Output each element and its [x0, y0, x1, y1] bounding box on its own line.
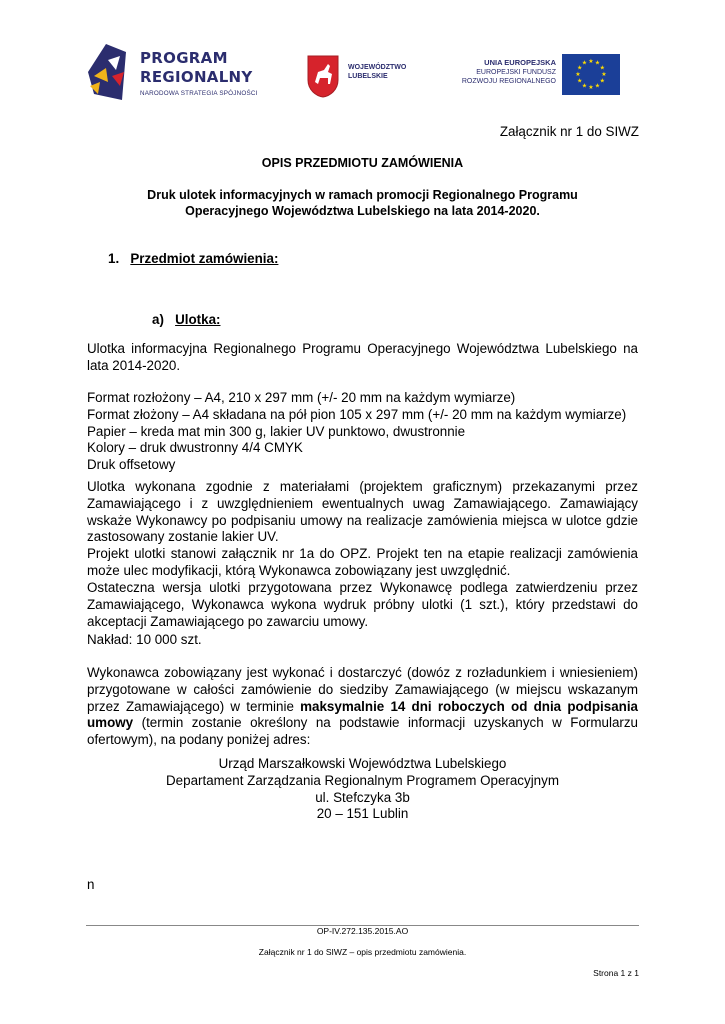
svg-text:★: ★ [594, 82, 601, 90]
spec-colors: Kolory – druk dwustronny 4/4 CMYK [87, 440, 303, 456]
svg-text:★: ★ [601, 71, 607, 78]
delivery-address [86, 756, 639, 823]
project-paragraph: Projekt ulotki stanowi załącznik nr 1a do OPZ. Projekt ten na etapie realizacji zamówienia może ulec modyfikacji, którą Wykonawca zobowiązany jest uwzględnić. [87, 546, 638, 578]
subtitle-line2: Operacyjnego Województwa Lubelskiego na lata 2014-2020. [185, 204, 540, 218]
svg-text:★: ★ [581, 82, 588, 90]
address-office: Urząd Marszałkowski Województwa Lubelskiego [218, 756, 507, 771]
address-street: ul. Stefczyka 3b [315, 789, 410, 805]
address-department: Departament Zarządzania Regionalnym Programem Operacyjnym [166, 772, 559, 788]
spec-format-unfolded: Format rozłożony – A4, 210 x 297 mm (+/- 20 mm na każdym wymiarze) [87, 390, 516, 405]
delivery-text-after: (termin zostanie określony na podstawie informacji uzyskanych w Formularzu ofertowym), na podany poniżej adres: [87, 715, 638, 748]
voivodeship-line2: LUBELSKIE [348, 73, 388, 80]
section-1-title: Przedmiot zamówienia: [130, 251, 279, 266]
specs-list [87, 390, 626, 474]
final-version-paragraph: Ostateczna wersja ulotki przygotowana przez Wykonawcę podlega zatwierdzeniu przez Zamawiającego, Wykonawca wykona wydruk próbny ulotki (1 szt.), który przedstawi do akceptacji Zamawiającego po zawarciu umowy. [87, 580, 638, 629]
footer-reference: OP-IV.272.135.2015.AO [316, 926, 409, 936]
quantity-line: Nakład: 10 000 szt. [87, 632, 202, 647]
eu-flag-icon [562, 54, 620, 95]
document-title: OPIS PRZEDMIOTU ZAMÓWIENIA [261, 156, 464, 170]
execution-paragraph: Ulotka wykonana zgodnie z materiałami (projektem graficznym) przekazanymi przez Zamawiającego i z uwzględnieniem ewentualnych uwag Zamawiającego. Zamawiający wskaże Wykonawcy po podpisaniu umowy na realizacje zamówienia miejsca w ulotce gdzie zastosowany zostanie lakier UV. [87, 479, 638, 545]
address-city: 20 – 151 Lublin [316, 806, 409, 822]
section-a-heading [152, 312, 220, 327]
attachment-label: Załącznik nr 1 do SIWZ [499, 124, 639, 139]
document-subtitle [86, 187, 639, 219]
svg-text:★: ★ [588, 84, 594, 91]
section-a-letter: a) [152, 312, 164, 327]
svg-text:★: ★ [599, 77, 605, 85]
eu-line3: ROZWOJU REGIONALNEGO [461, 78, 556, 85]
program-regionalny-emblem-icon [86, 42, 134, 104]
delivery-deadline: maksymalnie 14 dni roboczych od dnia podpisania umowy [87, 698, 638, 731]
coat-of-arms-icon [306, 54, 340, 98]
spec-print: Druk offsetowy [87, 457, 176, 473]
delivery-text-before: Wykonawca zobowiązany jest wykonać i dostarczyć (dowóz z rozładunkiem i wniesieniem) przygotowane w całości zamówienie do siedziby Zamawiającego (w miejscu wskazanym przez Zamawiającego) w terminie [87, 665, 638, 714]
eu-line2: EUROPEJSKI FUNDUSZ [476, 69, 556, 76]
spec-format-folded: Format złożony – A4 składana na pół pion 105 x 297 mm (+/- 20 mm na każdym wymiarze) [87, 406, 627, 422]
section-1-heading [108, 251, 278, 266]
voivodeship-line1: WOJEWÓDZTWO [348, 64, 407, 71]
eu-fund-logo [445, 54, 620, 98]
stray-character: n [87, 877, 95, 892]
svg-text:★: ★ [577, 64, 583, 72]
intro-paragraph: Ulotka informacyjna Regionalnego Programu Operacyjnego Województwa Lubelskiego na lata 2014-2020. [87, 341, 638, 373]
svg-text:★: ★ [577, 77, 583, 85]
eu-line1: UNIA EUROPEJSKA [484, 58, 556, 67]
program-regionalny-logo [86, 42, 286, 104]
section-1-number: 1. [108, 251, 120, 266]
delivery-paragraph [87, 665, 638, 749]
svg-text:★: ★ [575, 71, 581, 78]
program-logo-line2: REGIONALNY [140, 68, 253, 86]
wojewodztwo-lubelskie-logo [306, 54, 426, 100]
svg-text:★: ★ [594, 59, 601, 67]
program-logo-line1: PROGRAM [140, 49, 228, 67]
subtitle-line1: Druk ulotek informacyjnych w ramach promocji Regionalnego Programu [147, 188, 578, 202]
spec-paper: Papier – kreda mat min 300 g, lakier UV punktowo, dwustronnie [87, 423, 466, 439]
svg-text:★: ★ [588, 58, 594, 65]
program-logo-line3: NARODOWA STRATEGIA SPÓJNOŚCI [140, 90, 258, 97]
svg-text:★: ★ [581, 59, 588, 67]
svg-text:★: ★ [599, 64, 605, 72]
page-number: Strona 1 z 1 [593, 968, 639, 978]
footer-description: Załącznik nr 1 do SIWZ – opis przedmiotu zamówienia. [258, 947, 467, 957]
section-a-title: Ulotka: [175, 312, 221, 327]
